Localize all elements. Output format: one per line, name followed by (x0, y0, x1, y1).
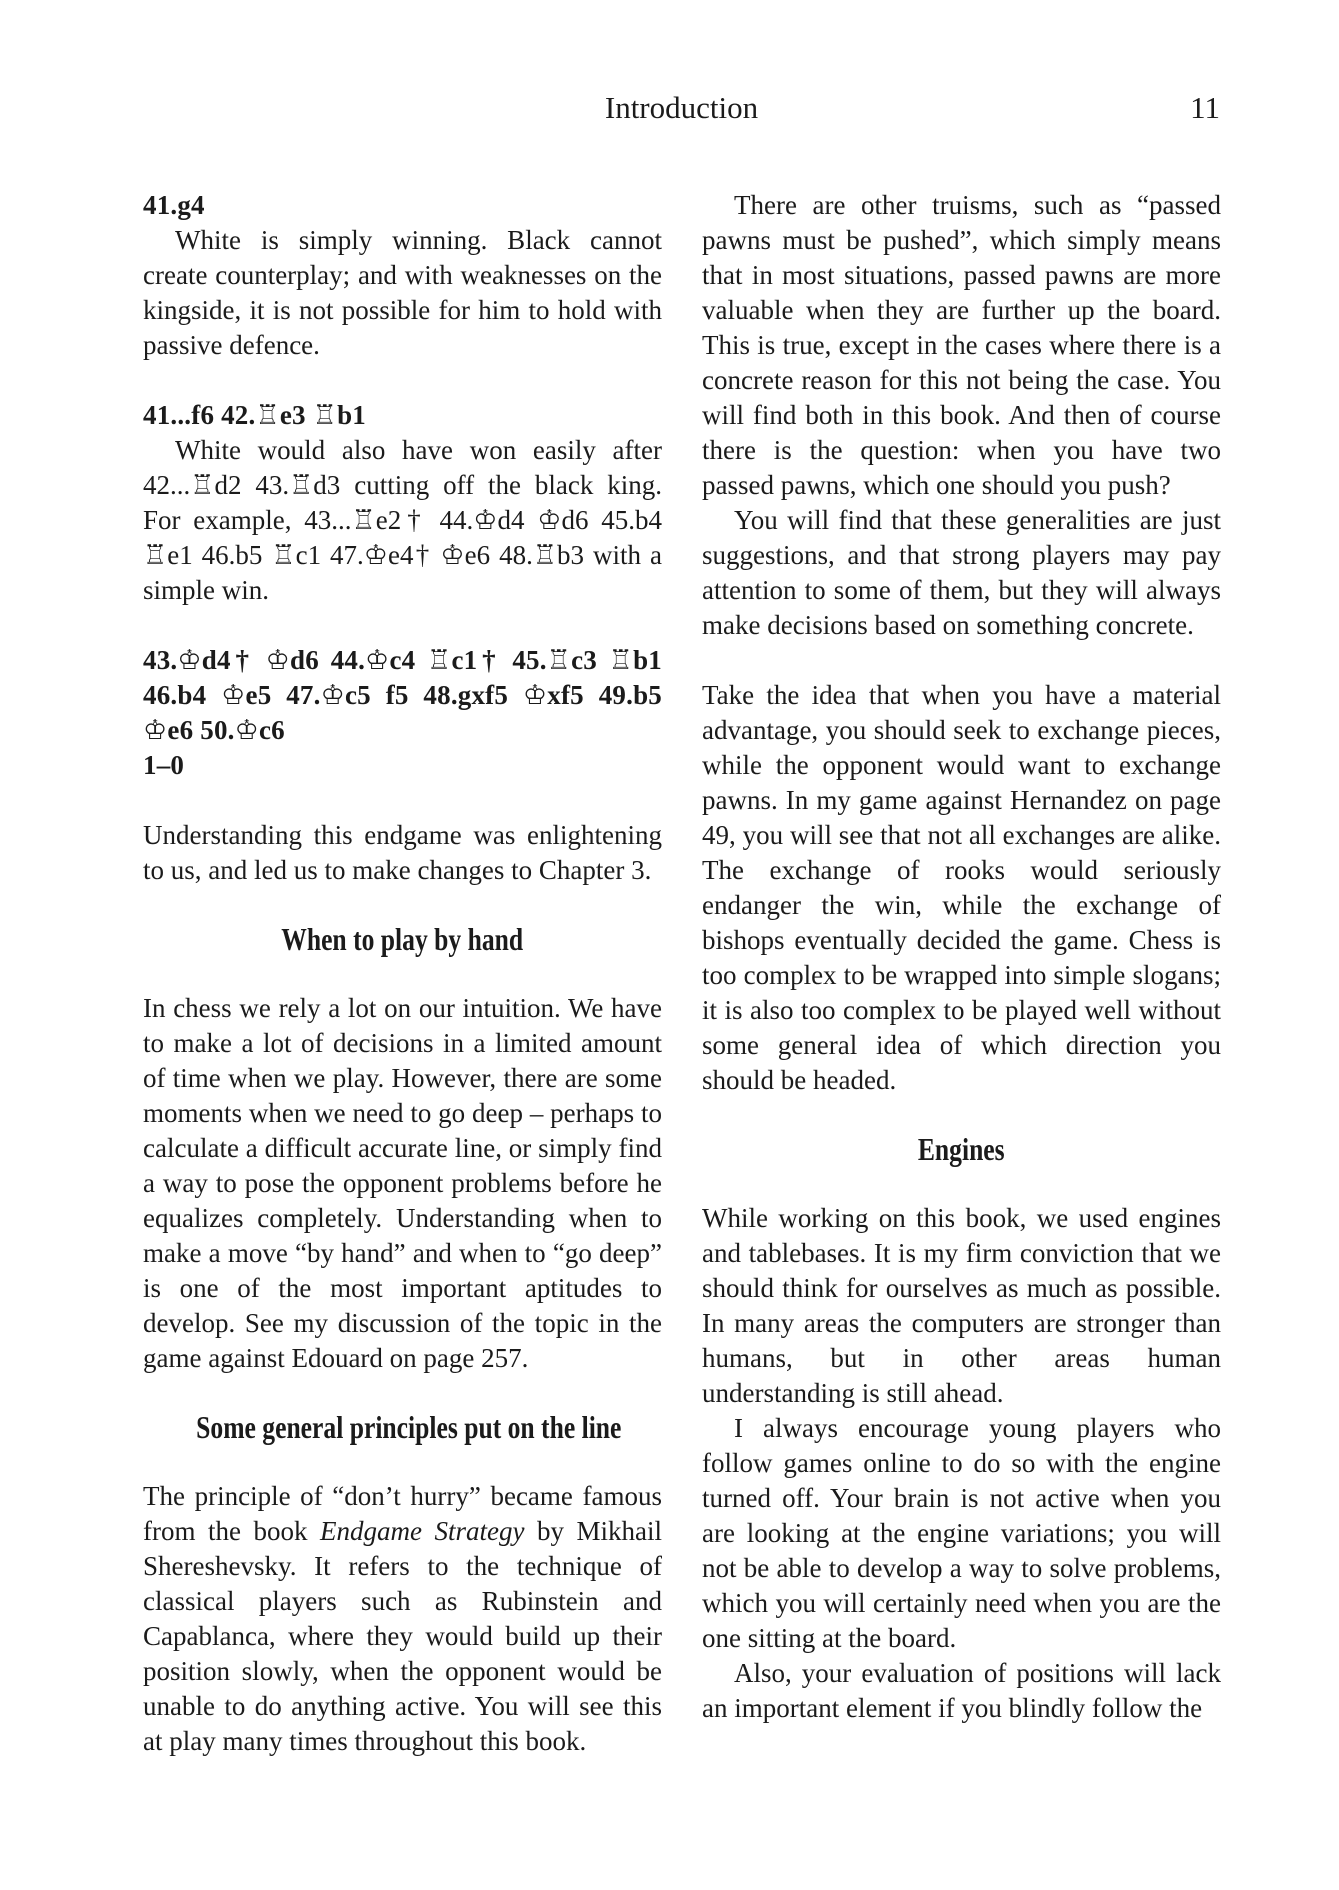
paragraph (143, 1479, 662, 1759)
moves-line: 43.♔d4† ♔d6 44.♔c4 ♖c1† 45.♖c3 ♖b1 46.b4 ♔e5 47.♔c5 f5 48.gxf5 ♔xf5 49.b5 ♔e6 50.♔c6 (143, 645, 662, 745)
book-title-italic: Endgame Strategy (320, 1516, 525, 1546)
left-column (143, 188, 662, 1759)
section-heading (702, 1131, 1221, 1167)
paragraph: You will find that these generalities are just suggestions, and that strong players may pay attention to some of them, but they will always make decisions based on something concrete. (702, 505, 1221, 640)
paragraph: White would also have won easily after 42...♖d2 43.♖d3 cutting off the black king. For example, 43...♖e2† 44.♔d4 ♔d6 45.b4 ♖e1 46.b5 ♖c1 47.♔e4† ♔e6 48.♖b3 with a simple win. (143, 435, 662, 605)
moves-line: 41.g4 (143, 190, 205, 220)
paragraph: Understanding this endgame was enlightening to us, and led us to make changes to Chapter 3. (143, 820, 662, 885)
paragraph: While working on this book, we used engines and tablebases. It is my firm conviction that we should think for ourselves as much as possible. In many areas the computers are stronger than humans, but in other areas human understanding is still ahead. (702, 1203, 1221, 1408)
paragraph: Also, your evaluation of positions will lack an important element if you blindly follow the (702, 1658, 1221, 1723)
paragraph: White is simply winning. Black cannot create counterplay; and with weaknesses on the kingside, it is not possible for him to hold with passive defence. (143, 225, 662, 360)
section-heading-text: When to play by hand (281, 921, 524, 957)
paragraph: I always encourage young players who follow games online to do so with the engine turned off. Your brain is not active when you are looking at the engine variations; you will not be able to develop a way to solve problems, which you will certainly need when you are the one sitting at the board. (702, 1413, 1221, 1653)
section-heading-text: Some general principles put on the line (196, 1409, 622, 1445)
paragraph-text: by Mikhail Shereshevsky. It refers to the technique of classical players such as Rubinstein and Capablanca, where they would build up their position slowly, when the opponent would be unable to do anything active. You will see this at play many times throughout this book. (143, 1516, 663, 1756)
game-result: 1–0 (143, 750, 185, 780)
paragraph-text: The principle of “don’t hurry” became famous from the book (143, 1481, 662, 1546)
paragraph: Take the idea that when you have a material advantage, you should seek to exchange pieces, while the opponent would want to exchange pawns. In my game against Hernandez on page 49, you will see that not all exchanges are alike. The exchange of rooks would seriously endanger the win, while the exchange of bishops eventually decided the game. Chess is too complex to be wrapped into simple slogans; it is also too complex to be played well without some general idea of which direction you should be headed. (702, 680, 1221, 1095)
moves-line: 41...f6 42.♖e3 ♖b1 (143, 400, 367, 430)
section-heading-text: Engines (918, 1131, 1005, 1167)
right-column (702, 188, 1221, 1759)
running-head (143, 90, 1220, 130)
page-number: 11 (1190, 90, 1220, 125)
section-heading (143, 921, 662, 957)
paragraph: In chess we rely a lot on our intuition. We have to make a lot of decisions in a limited amount of time when we play. However, there are some moments when we need to go deep – perhaps to calculate a difficult accurate line, or simply find a way to pose the opponent problems before he equalizes completely. Understanding when to make a move “by hand” and when to “go deep” is one of the most important aptitudes to develop. See my discussion of the topic in the game against Edouard on page 257. (143, 993, 662, 1373)
paragraph: There are other truisms, such as “passed pawns must be pushed”, which simply means that in most situations, passed pawns are more valuable when they are further up the board. This is true, except in the cases where there is a concrete reason for this not being the case. You will find both in this book. And then of course there is the question: when you have two passed pawns, which one should you push? (702, 190, 1221, 500)
section-heading (143, 1409, 662, 1445)
text-columns (143, 188, 1220, 1759)
page-title: Introduction (604, 90, 759, 125)
